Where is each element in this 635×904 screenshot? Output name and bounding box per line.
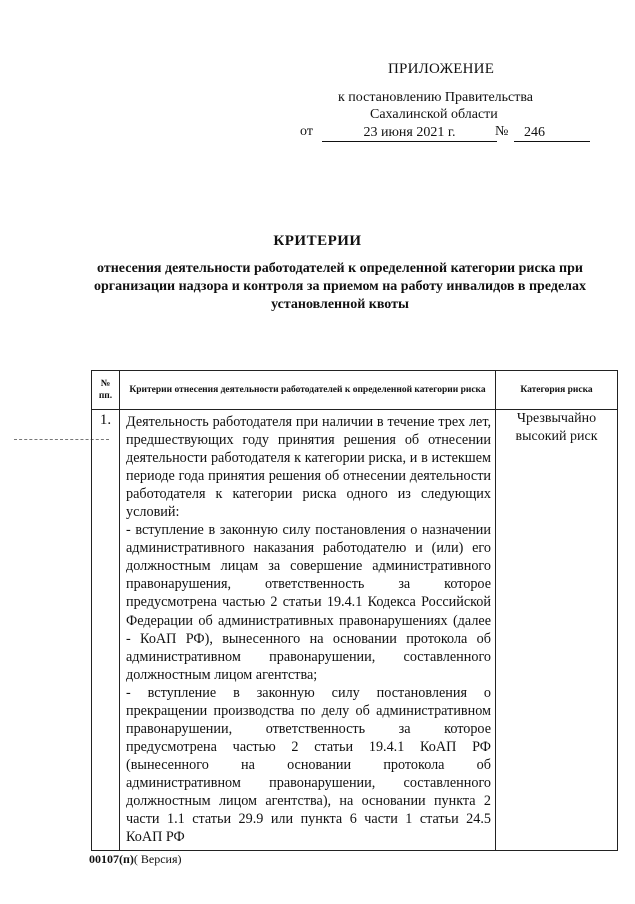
- document-title: КРИТЕРИИ: [273, 233, 362, 249]
- document-subtitle: отнесения деятельности работодателей к определенной категории риска при организации надзора и контроля за приемом на работу инвалидов в пределах установленной квоты: [93, 261, 587, 312]
- criteria-table: [91, 370, 618, 851]
- criteria-paragraph: - вступление в законную силу постановления о прекращении производства по делу об административном правонарушении, ответственность за которое предусмотрена частью 2 статьи 19.4.1 КоАП РФ (вынесенного на основании протокола об административном правонарушении, составленного должностным лицом агентства), на основании пункта 2 части 1.1 статьи 29.9 или пункта 6 части 1 статьи 24.5 КоАП РФ: [126, 684, 491, 846]
- row-number: 1.: [92, 410, 120, 851]
- appendix-label: ПРИЛОЖЕНИЕ: [388, 61, 495, 77]
- appendix-resolution-line: к постановлению Правительства: [338, 90, 534, 105]
- column-header-category: Категория риска: [496, 371, 618, 410]
- footer-version-label: ( Версия): [133, 852, 182, 866]
- appendix-region-line: Сахалинской области: [370, 107, 498, 122]
- number-label: №: [495, 124, 509, 139]
- table-row: [92, 410, 618, 851]
- footer-version: [89, 852, 182, 867]
- resolution-date-row: [300, 124, 600, 142]
- resolution-number: 246: [514, 124, 590, 142]
- column-header-number: № пп.: [92, 371, 120, 410]
- from-label: от: [300, 124, 313, 139]
- column-header-criteria: Критерии отнесения деятельности работодателей к определенной категории риска: [120, 371, 496, 410]
- table-header-row: [92, 371, 618, 410]
- footer-code: 00107(п): [89, 852, 134, 866]
- criteria-paragraph: Деятельность работодателя при наличии в течение трех лет, предшествующих году принятия решения об отнесении деятельности работодателя к категории риска, и в истекшем периоде года принятия решения об отнесении деятельности работодателя к категории риска одного из следующих условий:: [126, 414, 491, 521]
- row-criteria: [120, 410, 496, 851]
- criteria-paragraph: - вступление в законную силу постановления о назначении административного наказания работодателю и (или) его должностным лицам за совершение административного правонарушения, ответственность за которое предусмотрена частью 2 статьи 19.4.1 Кодекса Российской Федерации об административных правонарушениях (далее - КоАП РФ), вынесенного на основании протокола об административном правонарушении, составленного должностным лицом агентства;: [126, 522, 491, 683]
- resolution-date: 23 июня 2021 г.: [322, 124, 497, 142]
- row-risk-category: Чрезвычайно высокий риск: [496, 410, 618, 851]
